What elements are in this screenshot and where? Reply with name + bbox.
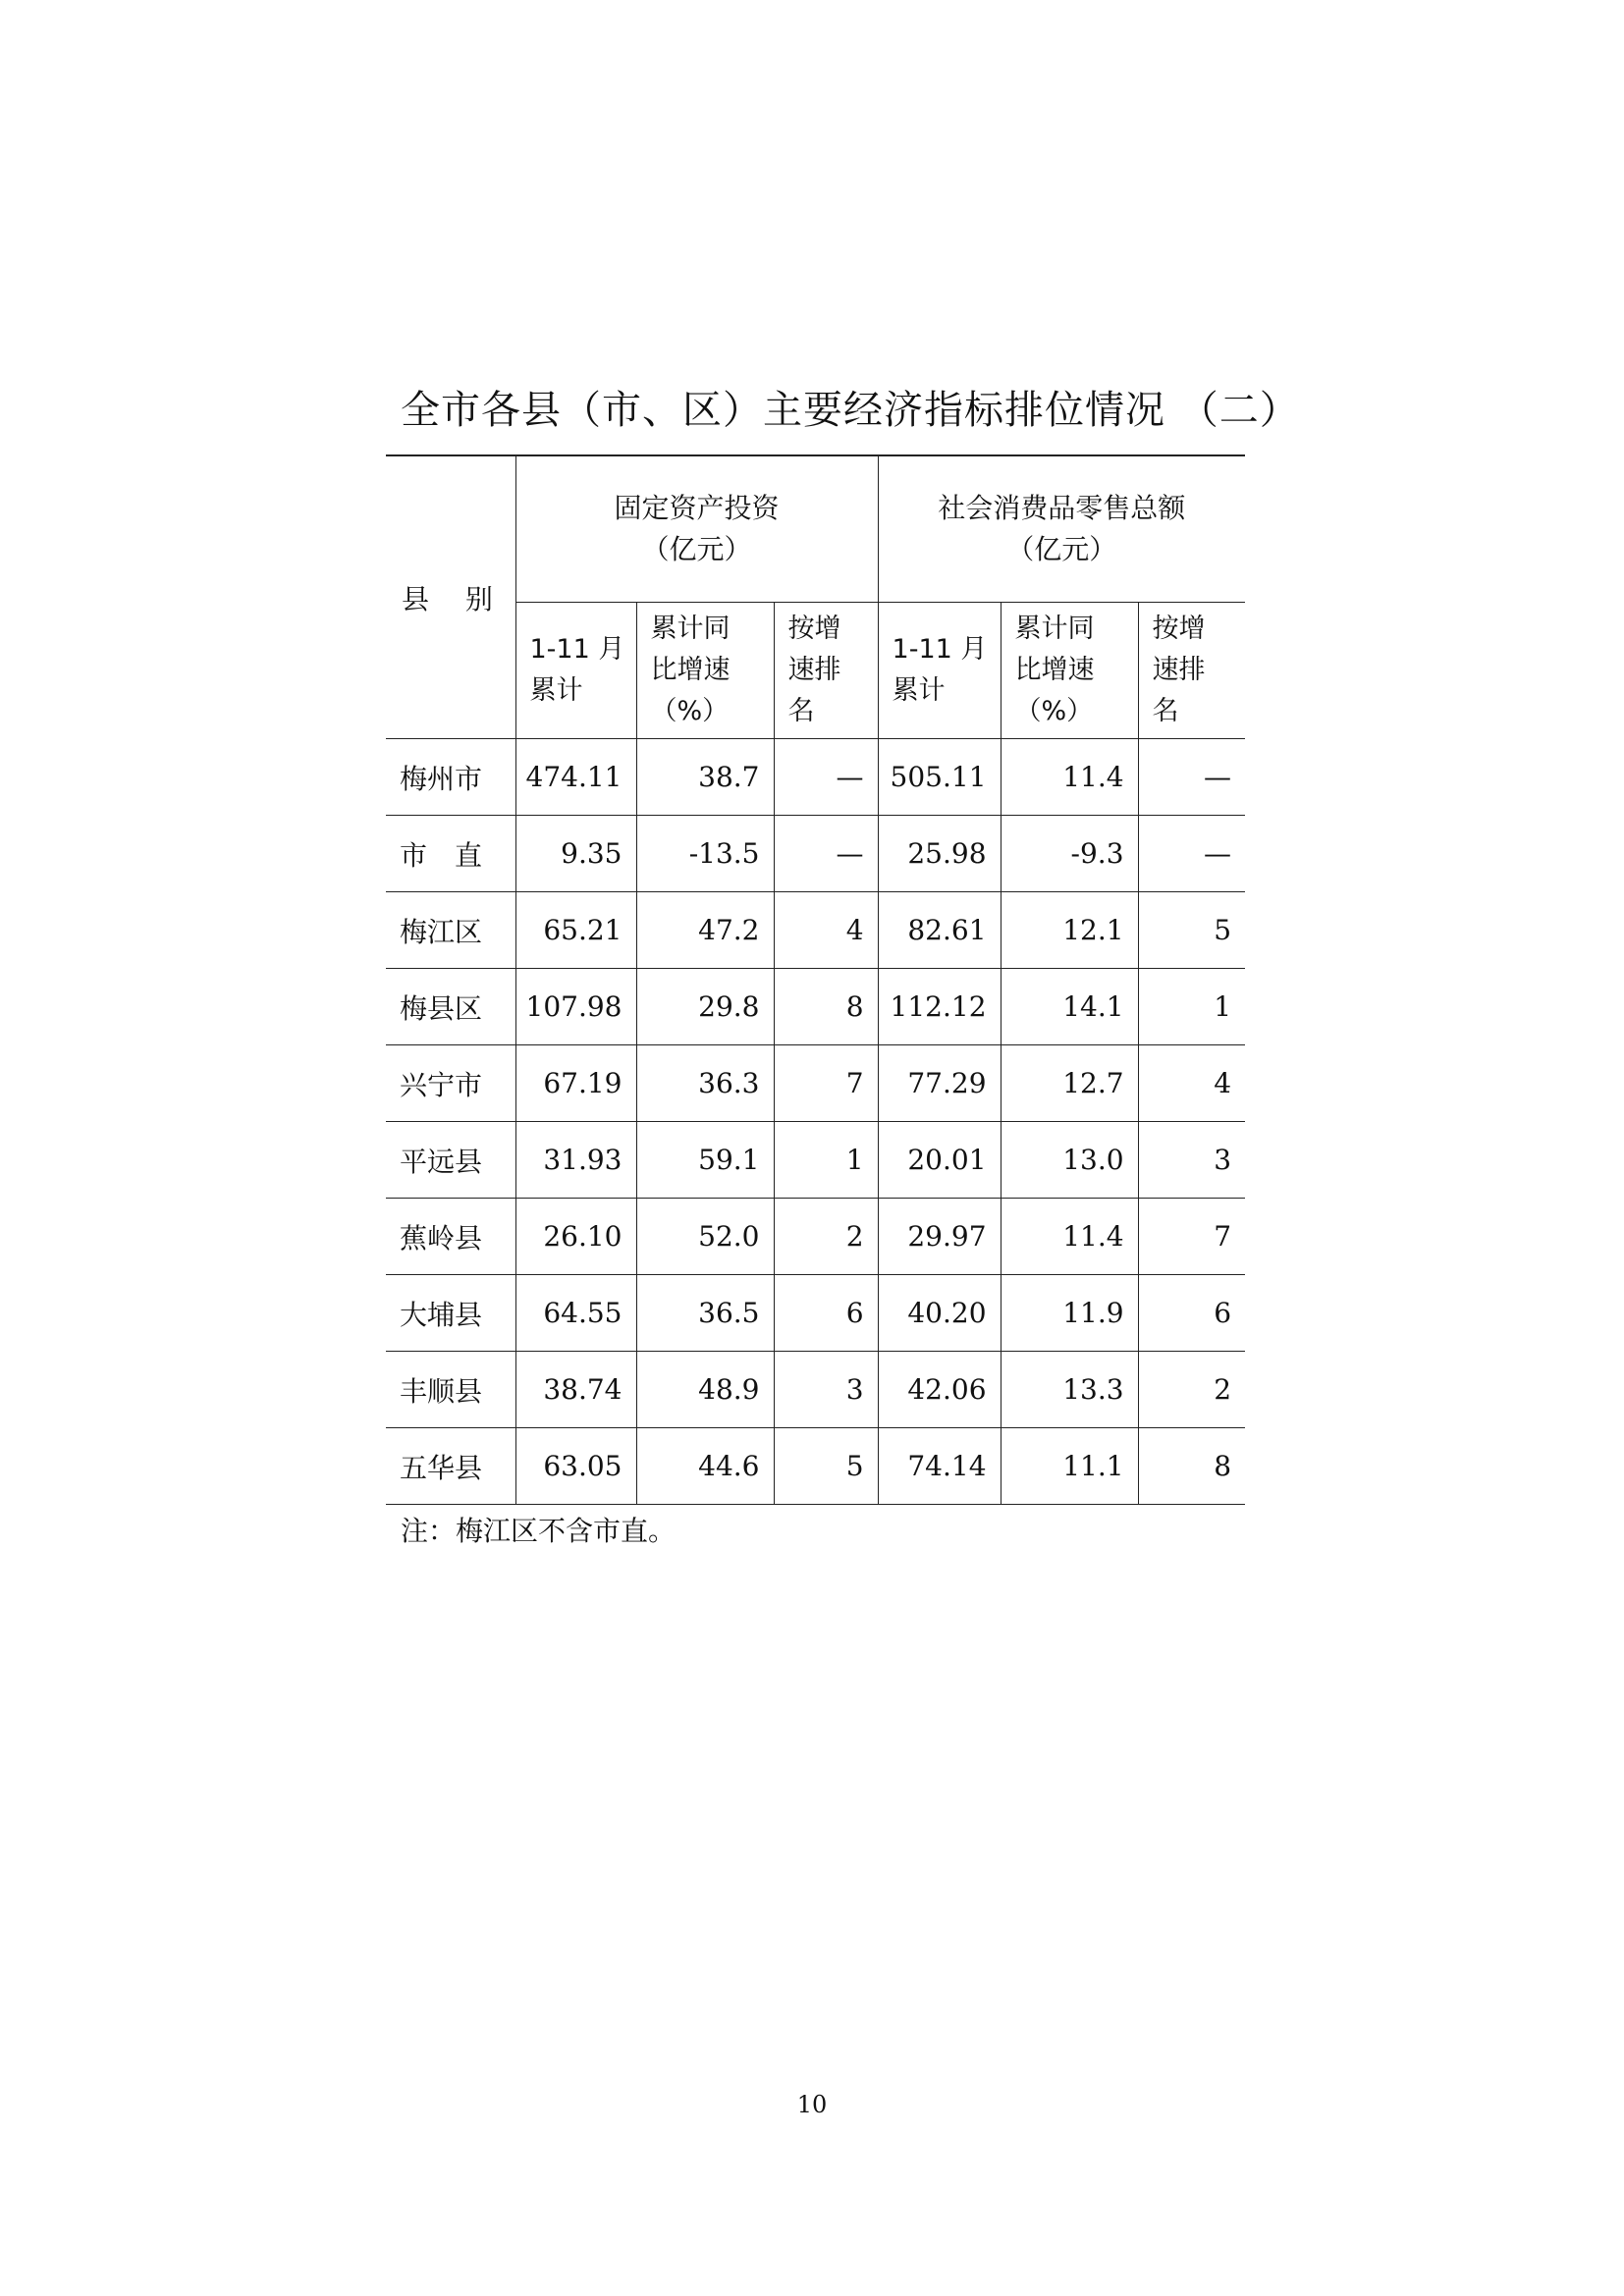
value-cell: — [774,816,878,892]
group-header-name: 社会消费品零售总额 [938,492,1186,524]
county-name-cell: 兴宁市 [386,1045,515,1122]
value-cell: — [774,739,878,816]
sub-header-line: 累计同 [650,614,731,644]
economic-indicators-table [386,454,1245,1505]
sub-header-line: 比增速 [650,655,731,685]
county-name-cell: 梅州市 [386,739,515,816]
value-cell: 40.20 [878,1275,1001,1352]
value-cell: 6 [1138,1275,1245,1352]
value-cell: 44.6 [636,1428,774,1505]
value-cell: 36.5 [636,1275,774,1352]
sub-header-line: 速排 [1152,655,1206,685]
value-cell: 505.11 [878,739,1001,816]
value-cell: 13.0 [1001,1122,1138,1199]
value-cell: 64.55 [515,1275,636,1352]
sub-header-line: 累计 [892,675,946,706]
value-cell: 6 [774,1275,878,1352]
county-name-cell: 平远县 [386,1122,515,1199]
value-cell: 7 [1138,1199,1245,1275]
sub-header-line: 累计 [529,675,583,706]
sub-header-3 [878,603,1001,739]
group-header-fixed-asset-investment [515,455,878,603]
value-cell: 8 [1138,1428,1245,1505]
table-row [386,892,1245,969]
table-row [386,816,1245,892]
value-cell: 65.21 [515,892,636,969]
sub-header-line: 速排 [787,655,841,685]
value-cell: 7 [774,1045,878,1122]
value-cell: 9.35 [515,816,636,892]
value-cell: 38.7 [636,739,774,816]
table-row [386,1428,1245,1505]
table-row [386,739,1245,816]
table-row [386,1352,1245,1428]
county-column-header: 县 别 [386,455,515,739]
value-cell: 31.93 [515,1122,636,1199]
value-cell: 5 [774,1428,878,1505]
value-cell: 107.98 [515,969,636,1045]
value-cell: 25.98 [878,816,1001,892]
sub-header-line: （%） [1014,696,1094,726]
value-cell: 11.4 [1001,1199,1138,1275]
value-cell: 1 [1138,969,1245,1045]
value-cell: 29.97 [878,1199,1001,1275]
value-cell: -13.5 [636,816,774,892]
county-name-cell: 五华县 [386,1428,515,1505]
value-cell: 36.3 [636,1045,774,1122]
value-cell: — [1138,739,1245,816]
value-cell: 12.7 [1001,1045,1138,1122]
county-name-cell: 大埔县 [386,1275,515,1352]
value-cell: 74.14 [878,1428,1001,1505]
county-name-cell: 蕉岭县 [386,1199,515,1275]
value-cell: 3 [774,1352,878,1428]
county-name-cell: 梅江区 [386,892,515,969]
sub-header-line: 比增速 [1014,655,1095,685]
value-cell: 13.3 [1001,1352,1138,1428]
value-cell: 12.1 [1001,892,1138,969]
sub-header-0 [515,603,636,739]
value-cell: 38.74 [515,1352,636,1428]
value-cell: 59.1 [636,1122,774,1199]
county-name-cell: 丰顺县 [386,1352,515,1428]
county-name-cell: 市 直 [386,816,515,892]
value-cell: 20.01 [878,1122,1001,1199]
sub-header-line: 1-11 月 [892,634,988,665]
sub-header-line: 累计同 [1014,614,1095,644]
value-cell: 5 [1138,892,1245,969]
group-header-name: 固定资产投资 [614,492,780,524]
table-row [386,1122,1245,1199]
page-title: 全市各县（市、区）主要经济指标排位情况 （二） [401,388,1300,433]
value-cell: 42.06 [878,1352,1001,1428]
value-cell: -9.3 [1001,816,1138,892]
value-cell: 11.4 [1001,739,1138,816]
value-cell: 82.61 [878,892,1001,969]
value-cell: 112.12 [878,969,1001,1045]
sub-header-2 [774,603,878,739]
value-cell: 77.29 [878,1045,1001,1122]
sub-header-line: （%） [650,696,730,726]
value-cell: 1 [774,1122,878,1199]
value-cell: 14.1 [1001,969,1138,1045]
sub-header-5 [1138,603,1245,739]
value-cell: 67.19 [515,1045,636,1122]
value-cell: 4 [774,892,878,969]
value-cell: 63.05 [515,1428,636,1505]
value-cell: 3 [1138,1122,1245,1199]
sub-header-1 [636,603,774,739]
sub-header-line: 名 [787,696,815,726]
value-cell: 48.9 [636,1352,774,1428]
county-name-cell: 梅县区 [386,969,515,1045]
value-cell: 8 [774,969,878,1045]
group-header-retail-sales [878,455,1245,603]
sub-header-line: 按增 [787,614,841,644]
sub-header-4 [1001,603,1138,739]
table-row [386,1045,1245,1122]
value-cell: 2 [774,1199,878,1275]
sub-header-line: 名 [1152,696,1179,726]
page-number: 10 [796,2091,828,2118]
group-header-unit: （亿元） [641,533,752,565]
table-row [386,1199,1245,1275]
value-cell: 2 [1138,1352,1245,1428]
table-row [386,969,1245,1045]
group-header-unit: （亿元） [1006,533,1117,565]
value-cell: 474.11 [515,739,636,816]
value-cell: 47.2 [636,892,774,969]
value-cell: 26.10 [515,1199,636,1275]
value-cell: 11.9 [1001,1275,1138,1352]
value-cell: 29.8 [636,969,774,1045]
sub-header-line: 按增 [1152,614,1206,644]
value-cell: 52.0 [636,1199,774,1275]
value-cell: — [1138,816,1245,892]
sub-header-line: 1-11 月 [529,634,625,665]
value-cell: 11.1 [1001,1428,1138,1505]
value-cell: 4 [1138,1045,1245,1122]
table-footnote: 注：梅江区不含市直。 [401,1515,677,1547]
table-row [386,1275,1245,1352]
